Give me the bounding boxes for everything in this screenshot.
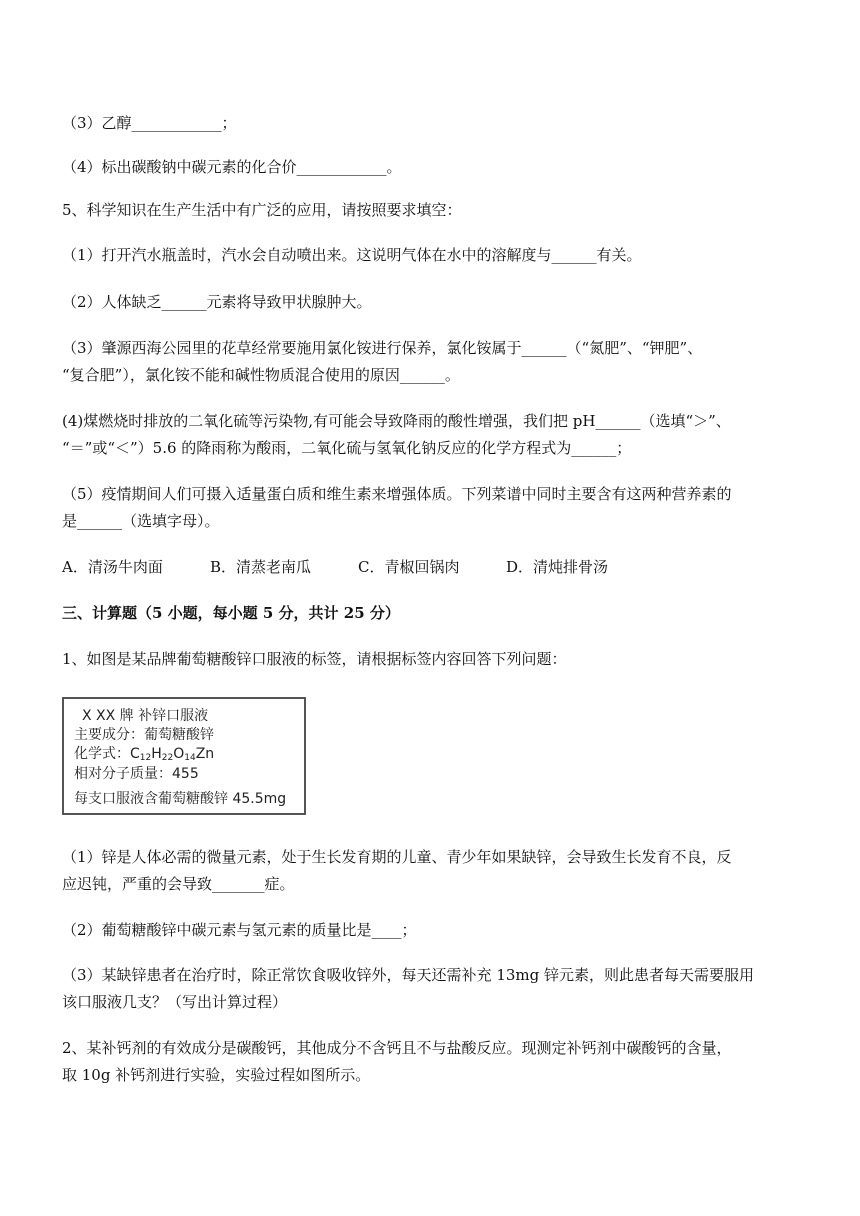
option-d: D．清炖排骨汤 bbox=[506, 558, 609, 576]
q4-4-valence: （4）标出碳酸钠中碳元素的化合价____________。 bbox=[62, 158, 402, 176]
q5-4-line1: (4)煤燃烧时排放的二氧化硫等污染物,有可能会导致降雨的酸性增强，我们把 pH______（选填“＞”、 bbox=[62, 412, 731, 430]
q5-5-line1: （5）疫情期间人们可摄入适量蛋白质和维生素来增强体质。下列菜谱中同时主要含有这两种营养素的 bbox=[62, 485, 732, 503]
label-content: 每支口服液含葡萄糖酸锌 45.5mg bbox=[74, 791, 287, 807]
label-molecular-mass: 相对分子质量：455 bbox=[74, 766, 199, 782]
section-3-heading: 三、计算题（5 小题，每小题 5 分，共计 25 分） bbox=[62, 604, 400, 622]
calc-q1-3-line1: （3）某缺锌患者在治疗时，除正常饮食吸收锌外，每天还需补充 13mg 锌元素，则此患者每天需要服用 bbox=[62, 966, 754, 984]
label-ingredient: 主要成分：葡萄糖酸锌 bbox=[74, 727, 214, 743]
product-label-image bbox=[62, 697, 306, 815]
label-formula: 化学式：$C_{12}H_{22}O_{14}Zn$ bbox=[74, 746, 215, 763]
calc-q1-stem: 1、如图是某品牌葡萄糖酸锌口服液的标签，请根据标签内容回答下列问题： bbox=[62, 650, 567, 668]
question-5-stem: 5、科学知识在生产生活中有广泛的应用，请按照要求填空： bbox=[62, 201, 462, 219]
calc-q1-3-line2: 该口服液几支？（写出计算过程） bbox=[62, 993, 288, 1011]
q5-3-line2: “复合肥”），氯化铵不能和碱性物质混合使用的原因______。 bbox=[62, 366, 460, 384]
q5-1: （1）打开汽水瓶盖时，汽水会自动喷出来。这说明气体在水中的溶解度与______有关。 bbox=[62, 246, 642, 264]
calc-q2-line2: 取 10g 补钙剂进行实验，实验过程如图所示。 bbox=[62, 1066, 371, 1084]
option-c: C．青椒回锅肉 bbox=[358, 558, 460, 576]
q5-3-line1: （3）肇源西海公园里的花草经常要施用氯化铵进行保养，氯化铵属于______（“氮肥”、“钾肥”、 bbox=[62, 339, 703, 357]
label-title: X XX 牌 补锌口服液 bbox=[82, 708, 209, 724]
calc-q1-1-line2: 应迟钝，严重的会导致_______症。 bbox=[62, 875, 295, 893]
q5-5-options bbox=[62, 557, 608, 577]
calc-q1-1-line1: （1）锌是人体必需的微量元素，处于生长发育期的儿童、青少年如果缺锌，会导致生长发育不良，反 bbox=[62, 848, 732, 866]
q5-4-line2: “＝”或“＜”）5.6 的降雨称为酸雨，二氧化硫与氢氧化钠反应的化学方程式为______； bbox=[62, 439, 632, 457]
calc-q1-2: （2）葡萄糖酸锌中碳元素与氢元素的质量比是____； bbox=[62, 921, 417, 939]
q5-5-line2: 是______（选填字母）。 bbox=[62, 512, 220, 530]
q5-2: （2）人体缺乏______元素将导致甲状腺肿大。 bbox=[62, 293, 372, 311]
option-b: B．清蒸老南瓜 bbox=[210, 558, 312, 576]
option-a: A．清汤牛肉面 bbox=[62, 558, 163, 576]
calc-q2-line1: 2、某补钙剂的有效成分是碳酸钙，其他成分不含钙且不与盐酸反应。现测定补钙剂中碳酸钙的含量， bbox=[62, 1039, 732, 1057]
q4-3-ethanol: （3）乙醇____________； bbox=[62, 114, 237, 132]
